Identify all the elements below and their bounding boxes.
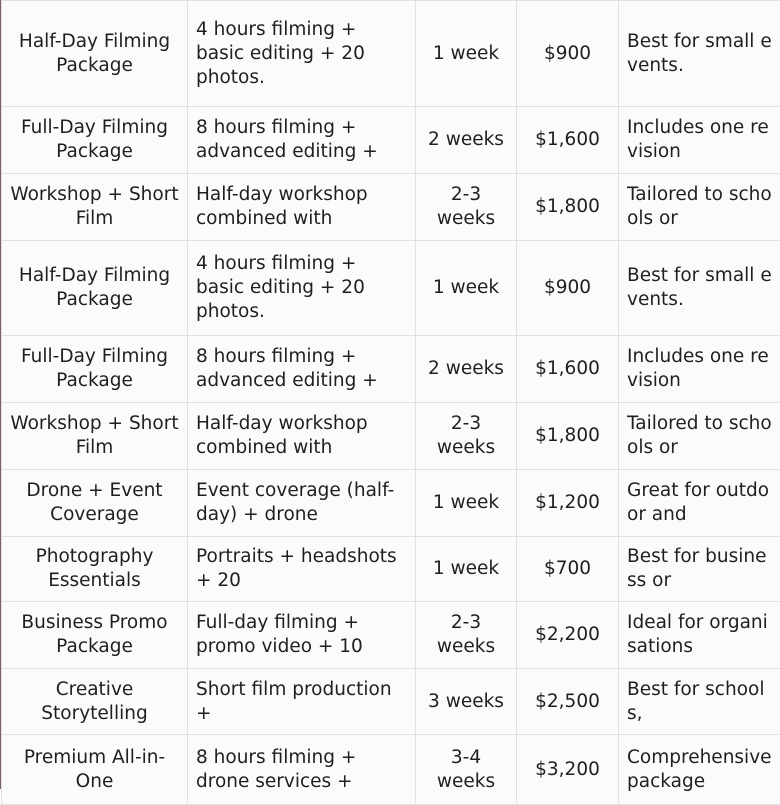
package-notes-cell-text: Comprehensive package [627,746,776,794]
package-notes-cell [619,241,780,336]
package-name-cell-text: Workshop + Short Film [6,183,183,231]
table-row [2,470,780,537]
package-timeline-cell [416,735,517,805]
package-price-cell [517,174,619,241]
table-row [2,336,780,403]
package-price-cell-text: $1,800 [521,195,614,219]
package-description-cell [188,735,416,805]
package-price-cell-text: $700 [521,557,614,581]
package-timeline-cell [416,1,517,107]
package-notes-cell-text: Tailored to schools or [627,412,776,460]
package-description-cell-text: 8 hours filming + drone services + [196,746,407,794]
package-price-cell-text: $3,200 [521,758,614,782]
package-price-cell [517,537,619,602]
package-description-cell [188,336,416,403]
package-timeline-cell [416,537,517,602]
package-notes-cell-text: Best for small events. [627,30,776,78]
package-name-cell [2,241,188,336]
package-timeline-cell-text: 1 week [420,276,512,300]
package-name-cell-text: Business Promo Package [6,611,183,659]
package-description-cell-text: Half-day workshop combined with [196,412,407,460]
package-name-cell [2,107,188,174]
table-row [2,107,780,174]
package-timeline-cell [416,602,517,669]
package-timeline-cell [416,403,517,470]
package-name-cell [2,669,188,735]
package-price-cell [517,107,619,174]
table-row [2,403,780,470]
package-price-cell-text: $2,500 [521,690,614,714]
package-name-cell [2,1,188,107]
package-description-cell [188,241,416,336]
package-timeline-cell-text: 1 week [420,42,512,66]
table-row [2,735,780,805]
package-price-cell-text: $900 [521,276,614,300]
package-name-cell-text: Full-Day Filming Package [6,116,183,164]
package-price-cell-text: $1,600 [521,357,614,381]
package-timeline-cell [416,107,517,174]
package-notes-cell-text: Best for business or [627,545,776,593]
package-price-cell [517,669,619,735]
package-notes-cell [619,537,780,602]
package-price-cell [517,336,619,403]
package-name-cell [2,470,188,537]
package-timeline-cell-text: 1 week [420,557,512,581]
package-name-cell [2,403,188,470]
package-description-cell-text: Event coverage (half-day) + drone [196,479,407,527]
packages-table-body [2,1,780,805]
package-name-cell-text: Photography Essentials [6,545,183,593]
package-description-cell-text: Full-day filming + promo video + 10 [196,611,407,659]
package-timeline-cell [416,470,517,537]
package-description-cell [188,602,416,669]
package-price-cell [517,403,619,470]
package-description-cell-text: Portraits + headshots + 20 [196,545,407,593]
package-timeline-cell-text: 3-4 weeks [420,746,512,794]
package-notes-cell-text: Best for small events. [627,264,776,312]
package-name-cell-text: Half-Day Filming Package [6,264,183,312]
table-row [2,174,780,241]
package-notes-cell-text: Includes one revision [627,116,776,164]
package-description-cell [188,403,416,470]
package-description-cell [188,174,416,241]
package-notes-cell-text: Best for schools, [627,678,776,726]
package-price-cell [517,735,619,805]
package-notes-cell-text: Tailored to schools or [627,183,776,231]
package-notes-cell [619,403,780,470]
package-timeline-cell [416,174,517,241]
table-row [2,241,780,336]
package-name-cell-text: Drone + Event Coverage [6,479,183,527]
package-price-cell-text: $2,200 [521,623,614,647]
package-price-cell-text: $1,200 [521,491,614,515]
package-name-cell [2,735,188,805]
package-notes-cell [619,1,780,107]
package-notes-cell [619,174,780,241]
package-name-cell [2,336,188,403]
package-notes-cell-text: Great for outdoor and [627,479,776,527]
package-name-cell [2,174,188,241]
package-price-cell-text: $1,800 [521,424,614,448]
package-description-cell [188,107,416,174]
package-description-cell [188,669,416,735]
package-name-cell-text: Workshop + Short Film [6,412,183,460]
package-timeline-cell [416,669,517,735]
package-name-cell-text: Full-Day Filming Package [6,345,183,393]
package-notes-cell-text: Ideal for organisations [627,611,776,659]
package-description-cell-text: Half-day workshop combined with [196,183,407,231]
package-name-cell-text: Half-Day Filming Package [6,30,183,78]
package-name-cell [2,537,188,602]
package-timeline-cell-text: 3 weeks [420,690,512,714]
package-description-cell-text: 8 hours filming + advanced editing + [196,345,407,393]
package-notes-cell-text: Includes one revision [627,345,776,393]
package-timeline-cell-text: 1 week [420,491,512,515]
package-price-cell [517,470,619,537]
package-timeline-cell [416,336,517,403]
package-notes-cell [619,735,780,805]
package-notes-cell [619,602,780,669]
package-description-cell-text: Short film production + [196,678,407,726]
package-description-cell [188,1,416,107]
package-notes-cell [619,669,780,735]
package-name-cell [2,602,188,669]
package-timeline-cell-text: 2-3 weeks [420,412,512,460]
package-name-cell-text: Creative Storytelling [6,678,183,726]
package-timeline-cell-text: 2 weeks [420,357,512,381]
package-timeline-cell-text: 2-3 weeks [420,611,512,659]
table-row [2,602,780,669]
package-price-cell [517,602,619,669]
table-row [2,669,780,735]
table-row [2,537,780,602]
packages-table [1,0,780,805]
package-timeline-cell [416,241,517,336]
package-price-cell-text: $900 [521,42,614,66]
package-description-cell-text: 8 hours filming + advanced editing + [196,116,407,164]
table-row [2,1,780,107]
package-name-cell-text: Premium All-in-One [6,746,183,794]
package-notes-cell [619,470,780,537]
package-description-cell [188,470,416,537]
package-timeline-cell-text: 2-3 weeks [420,183,512,231]
package-price-cell-text: $1,600 [521,128,614,152]
package-price-cell [517,1,619,107]
package-price-cell [517,241,619,336]
package-notes-cell [619,107,780,174]
package-description-cell-text: 4 hours filming + basic editing + 20 photos. [196,18,407,90]
package-description-cell [188,537,416,602]
package-timeline-cell-text: 2 weeks [420,128,512,152]
package-description-cell-text: 4 hours filming + basic editing + 20 photos. [196,252,407,324]
package-notes-cell [619,336,780,403]
